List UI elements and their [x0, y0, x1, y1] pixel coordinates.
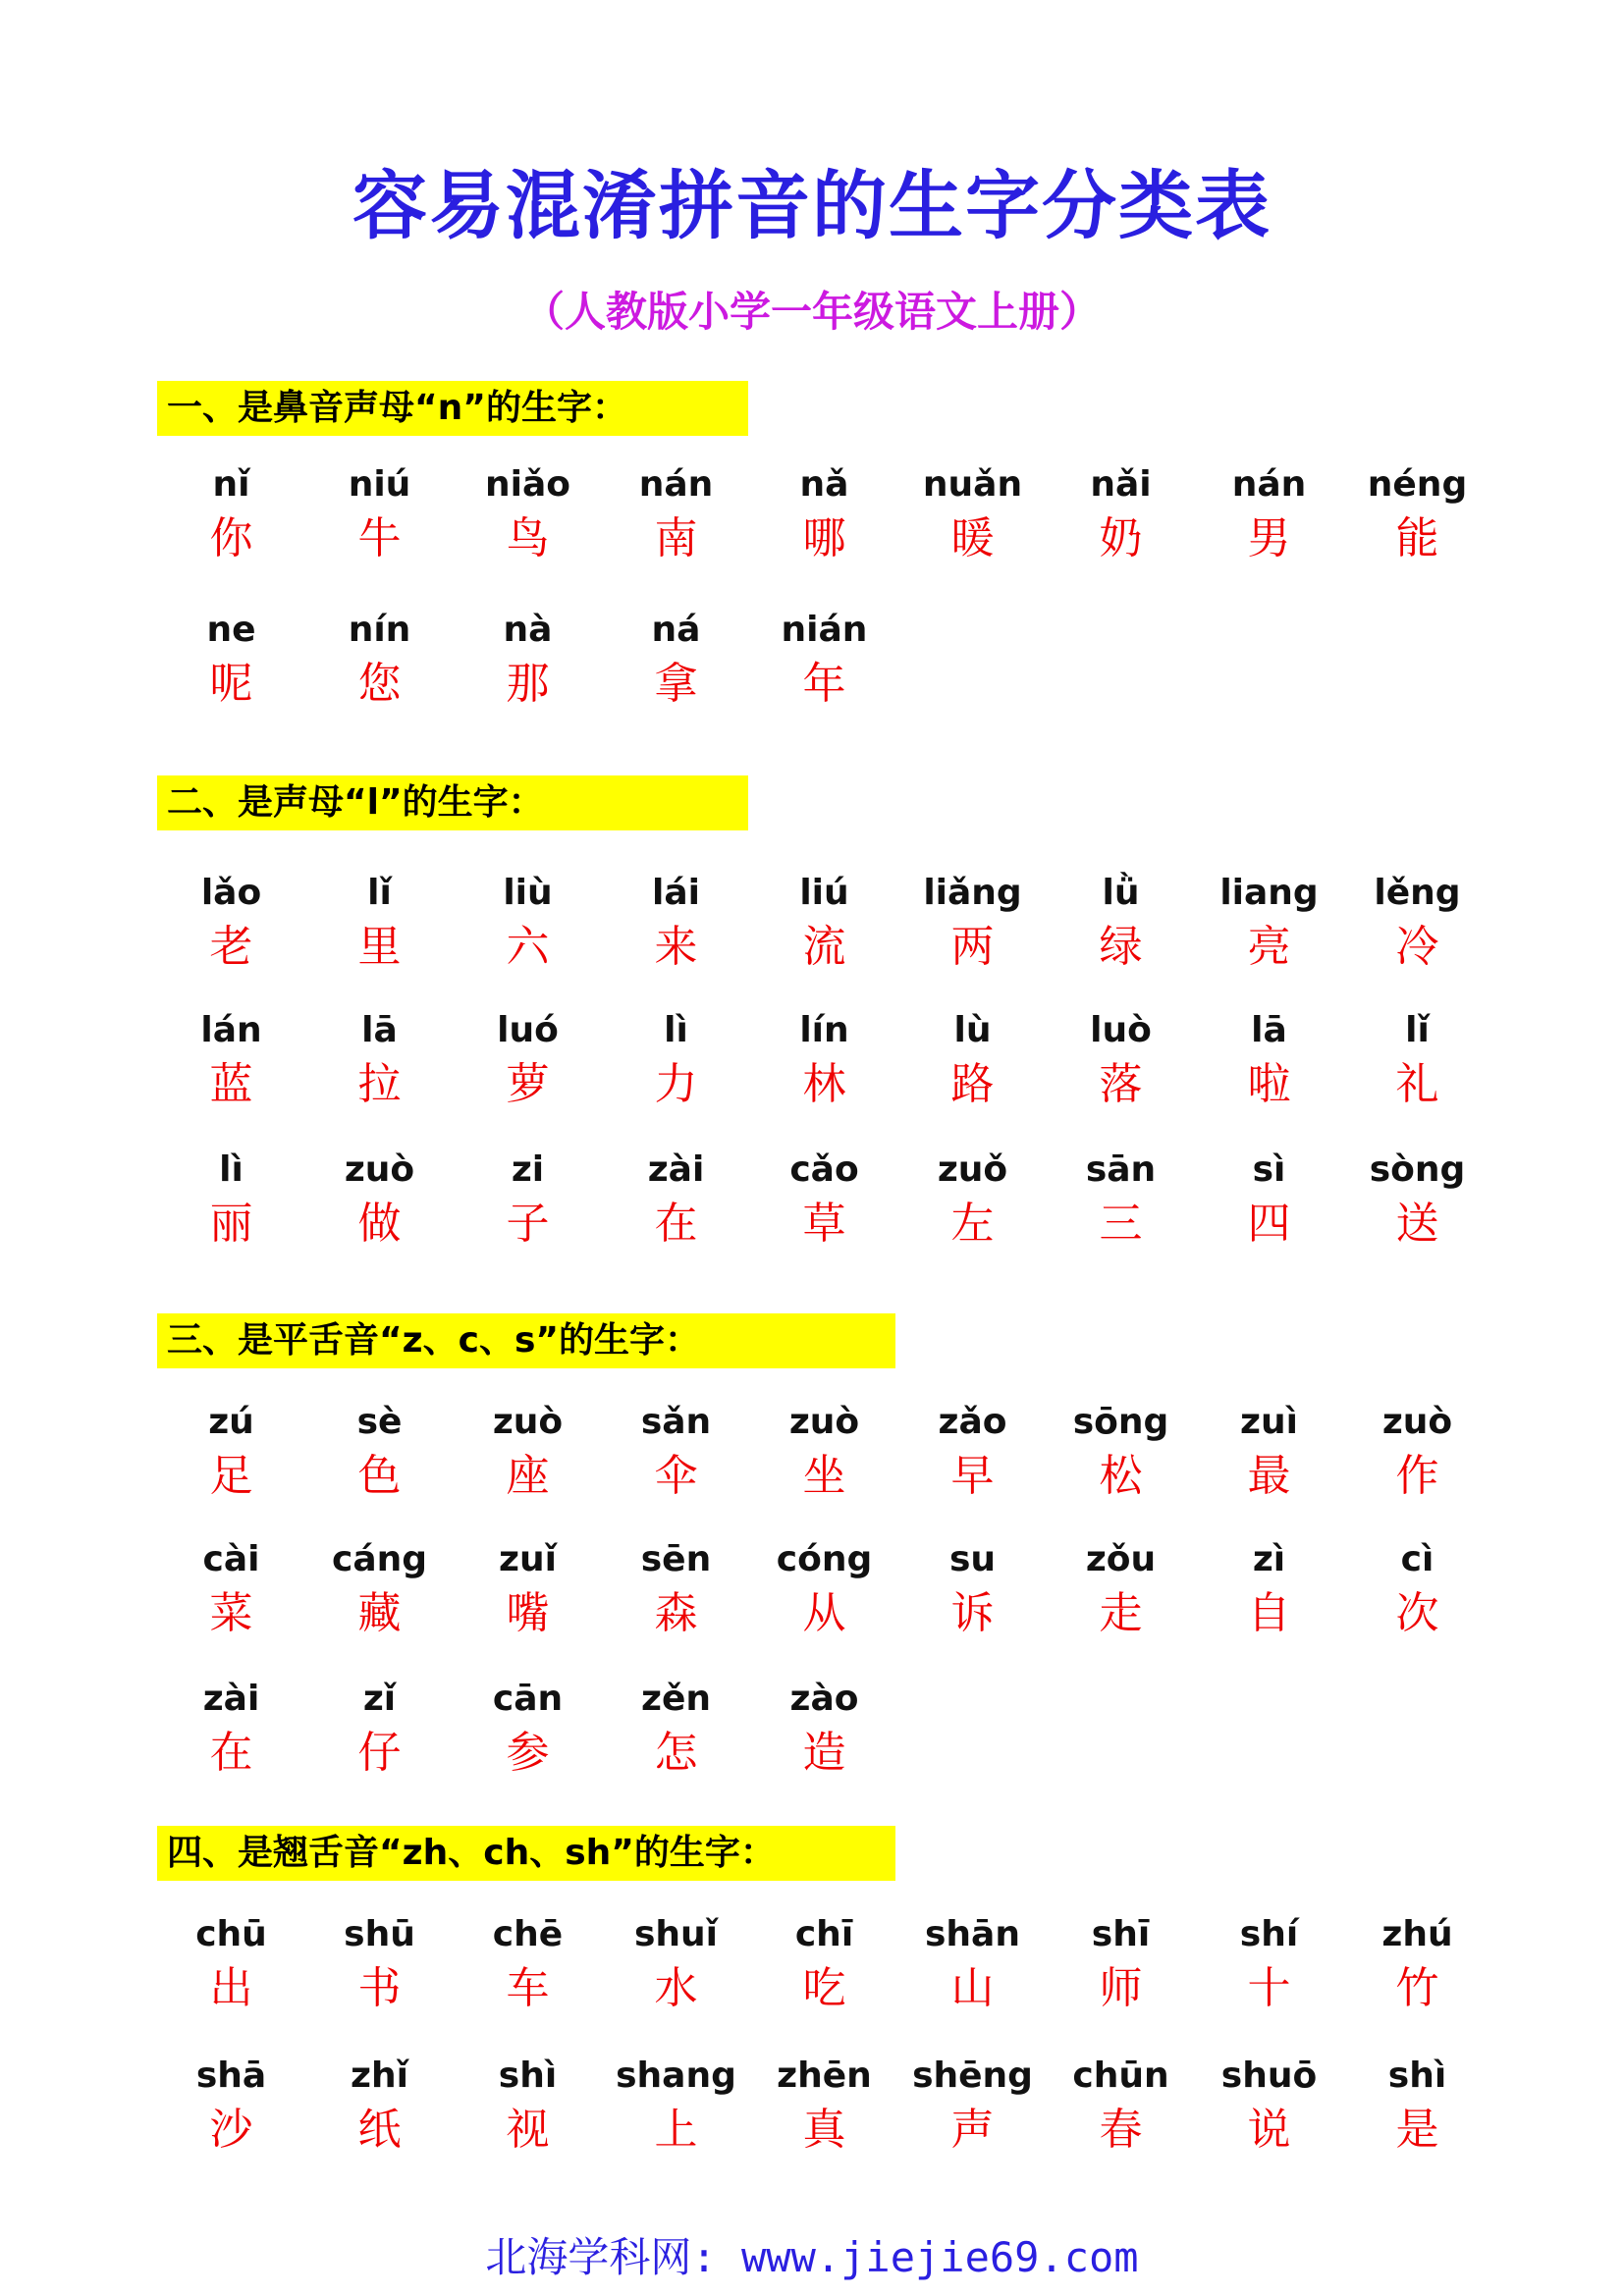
pinyin-label: zuò	[788, 1402, 860, 1442]
hanzi-char: 哪	[802, 513, 846, 563]
pinyin-label: lái	[652, 873, 700, 913]
hanzi-char: 纸	[357, 2105, 402, 2155]
hanzi-char: 山	[950, 1963, 995, 2013]
hanzi-char: 是	[1395, 2105, 1439, 2155]
char-cell	[1343, 1397, 1491, 1505]
pinyin-label: néng	[1367, 464, 1468, 505]
section-heading-zhchsh: 四、是翘舌音“zh、ch、sh”的生字：	[157, 1826, 895, 1881]
hanzi-char: 男	[1247, 513, 1291, 563]
char-cell	[454, 1534, 602, 1642]
pinyin-label: niú	[348, 464, 411, 505]
char-cell	[750, 1005, 898, 1113]
hanzi-char: 呢	[209, 659, 253, 709]
char-cell	[157, 1909, 305, 2017]
char-cell	[602, 1534, 750, 1642]
pinyin-label: shēng	[912, 2056, 1033, 2096]
hanzi-char: 四	[1247, 1199, 1291, 1249]
pinyin-label: sǎn	[640, 1402, 712, 1442]
pinyin-label: chū	[195, 1914, 267, 1954]
char-cell	[1047, 2051, 1195, 2159]
char-cell	[750, 2051, 898, 2159]
pinyin-label: liǎng	[923, 873, 1022, 913]
pinyin-label: lěng	[1374, 873, 1461, 913]
char-cell	[305, 605, 454, 713]
char-cell	[602, 605, 750, 713]
hanzi-char: 送	[1395, 1199, 1439, 1249]
pinyin-label: nǐ	[212, 464, 250, 505]
char-cell	[750, 1397, 898, 1505]
hanzi-char: 南	[654, 513, 698, 563]
hanzi-char: 座	[506, 1451, 550, 1501]
char-cell	[1047, 459, 1195, 567]
hanzi-char: 来	[654, 922, 698, 972]
char-cell	[1195, 1005, 1343, 1113]
char-cell	[305, 868, 454, 976]
pinyin-label: shí	[1239, 1914, 1299, 1954]
pinyin-label: cān	[492, 1679, 564, 1719]
pinyin-label: zěn	[641, 1679, 711, 1719]
section-heading-l: 二、是声母“l”的生字：	[157, 775, 748, 830]
char-cell	[1195, 868, 1343, 976]
pinyin-label: liù	[503, 873, 553, 913]
pinyin-label: shì	[1387, 2056, 1447, 2096]
hanzi-char: 鸟	[506, 513, 550, 563]
pinyin-label: shì	[498, 2056, 558, 2096]
pinyin-label: zhú	[1381, 1914, 1453, 1954]
pinyin-label: zuò	[492, 1402, 564, 1442]
char-cell	[1343, 1005, 1491, 1113]
pinyin-label: sè	[356, 1402, 403, 1442]
char-cell	[454, 2051, 602, 2159]
char-row	[157, 1674, 898, 1782]
pinyin-label: zuǒ	[937, 1149, 1008, 1190]
pinyin-label: zài	[202, 1679, 260, 1719]
hanzi-char: 冷	[1395, 922, 1439, 972]
pinyin-label: shang	[616, 2056, 736, 2096]
char-cell	[1047, 1005, 1195, 1113]
hanzi-char: 色	[357, 1451, 402, 1501]
hanzi-char: 萝	[506, 1059, 550, 1109]
char-cell	[1195, 459, 1343, 567]
char-row	[157, 1005, 1491, 1113]
hanzi-char: 你	[209, 513, 253, 563]
pinyin-label: lā	[1251, 1010, 1287, 1050]
section-heading-n: 一、是鼻音声母“n”的生字：	[157, 381, 748, 436]
hanzi-char: 沙	[209, 2105, 253, 2155]
char-cell	[157, 2051, 305, 2159]
pinyin-label: cài	[202, 1539, 260, 1579]
pinyin-label: lì	[664, 1010, 688, 1050]
pinyin-label: shuǐ	[633, 1914, 719, 1954]
pinyin-label: zǐ	[362, 1679, 397, 1719]
pinyin-label: shān	[925, 1914, 1020, 1954]
pinyin-label: shū	[344, 1914, 415, 1954]
hanzi-char: 菜	[209, 1588, 253, 1638]
hanzi-char: 书	[357, 1963, 402, 2013]
pinyin-label: sòng	[1369, 1149, 1466, 1190]
hanzi-char: 参	[506, 1728, 550, 1778]
pinyin-label: zuò	[344, 1149, 415, 1190]
hanzi-char: 三	[1099, 1199, 1143, 1249]
pinyin-label: nián	[781, 610, 868, 650]
hanzi-char: 竹	[1395, 1963, 1439, 2013]
char-cell	[157, 1145, 305, 1253]
hanzi-char: 里	[357, 922, 402, 972]
hanzi-char: 从	[802, 1588, 846, 1638]
hanzi-char: 仔	[357, 1728, 402, 1778]
hanzi-char: 左	[950, 1199, 995, 1249]
char-cell	[898, 1397, 1047, 1505]
pinyin-label: nán	[638, 464, 714, 505]
char-cell	[1195, 1534, 1343, 1642]
char-cell	[898, 1005, 1047, 1113]
char-cell	[305, 459, 454, 567]
pinyin-label: zǎo	[938, 1402, 1007, 1442]
char-cell	[1195, 1145, 1343, 1253]
char-cell	[1195, 1397, 1343, 1505]
char-cell	[454, 605, 602, 713]
hanzi-char: 草	[802, 1199, 846, 1249]
hanzi-char: 森	[654, 1588, 698, 1638]
hanzi-char: 藏	[357, 1588, 402, 1638]
char-cell	[454, 1145, 602, 1253]
pinyin-label: lā	[361, 1010, 398, 1050]
pinyin-label: zào	[789, 1679, 859, 1719]
char-cell	[1343, 459, 1491, 567]
char-cell	[750, 459, 898, 567]
char-cell	[1047, 1145, 1195, 1253]
char-cell	[1047, 1909, 1195, 2017]
char-cell	[454, 1397, 602, 1505]
hanzi-char: 能	[1395, 513, 1439, 563]
pinyin-label: lán	[200, 1010, 262, 1050]
hanzi-char: 路	[950, 1059, 995, 1109]
hanzi-char: 最	[1247, 1451, 1291, 1501]
pinyin-label: lǐ	[367, 873, 392, 913]
char-cell	[454, 1909, 602, 2017]
char-cell	[602, 1145, 750, 1253]
hanzi-char: 十	[1247, 1963, 1291, 2013]
pinyin-label: nuǎn	[922, 464, 1023, 505]
hanzi-char: 六	[506, 922, 550, 972]
char-cell	[1047, 1534, 1195, 1642]
pinyin-label: su	[948, 1539, 997, 1579]
hanzi-char: 啦	[1247, 1059, 1291, 1109]
pinyin-label: cóng	[776, 1539, 873, 1579]
hanzi-char: 诉	[950, 1588, 995, 1638]
pinyin-label: lù	[953, 1010, 992, 1050]
hanzi-char: 造	[802, 1728, 846, 1778]
pinyin-label: zhǐ	[351, 2056, 408, 2096]
hanzi-char: 伞	[654, 1451, 698, 1501]
char-cell	[1343, 2051, 1491, 2159]
hanzi-char: 蓝	[209, 1059, 253, 1109]
hanzi-char: 拿	[654, 659, 698, 709]
pinyin-label: lín	[799, 1010, 849, 1050]
hanzi-char: 次	[1395, 1588, 1439, 1638]
pinyin-label: cáng	[331, 1539, 428, 1579]
pinyin-label: zǒu	[1085, 1539, 1157, 1579]
hanzi-char: 在	[654, 1199, 698, 1249]
char-row	[157, 459, 1491, 567]
char-cell	[454, 868, 602, 976]
char-cell	[305, 1909, 454, 2017]
char-cell	[898, 1909, 1047, 2017]
pinyin-label: chē	[492, 1914, 564, 1954]
char-cell	[157, 1397, 305, 1505]
pinyin-label: lǎo	[200, 873, 262, 913]
char-cell	[750, 605, 898, 713]
char-row	[157, 1534, 1491, 1642]
pinyin-label: zhēn	[777, 2056, 872, 2096]
hanzi-char: 做	[357, 1199, 402, 1249]
char-cell	[602, 1005, 750, 1113]
char-cell	[157, 1005, 305, 1113]
hanzi-char: 绿	[1099, 922, 1143, 972]
char-cell	[1195, 2051, 1343, 2159]
hanzi-char: 林	[802, 1059, 846, 1109]
footer-website: 北海学科网: www.jiejie69.com	[485, 2233, 1139, 2281]
pinyin-label: liang	[1219, 873, 1319, 913]
char-cell	[898, 2051, 1047, 2159]
char-cell	[750, 1674, 898, 1782]
hanzi-char: 礼	[1395, 1059, 1439, 1109]
hanzi-char: 声	[950, 2105, 995, 2155]
hanzi-char: 牛	[357, 513, 402, 563]
char-cell	[157, 1534, 305, 1642]
char-cell	[157, 1674, 305, 1782]
hanzi-char: 水	[654, 1963, 698, 2013]
hanzi-char: 力	[654, 1059, 698, 1109]
pinyin-label: lì	[219, 1149, 244, 1190]
pinyin-label: chūn	[1072, 2056, 1169, 2096]
hanzi-char: 老	[209, 922, 253, 972]
char-cell	[454, 459, 602, 567]
char-cell	[305, 1145, 454, 1253]
pinyin-label: nín	[348, 610, 411, 650]
hanzi-char: 车	[506, 1963, 550, 2013]
pinyin-label: ná	[651, 610, 701, 650]
char-cell	[898, 1145, 1047, 1253]
hanzi-char: 您	[357, 659, 402, 709]
pinyin-label: sì	[1252, 1149, 1286, 1190]
pinyin-label: nǎi	[1090, 464, 1152, 505]
hanzi-char: 足	[209, 1451, 253, 1501]
hanzi-char: 作	[1395, 1451, 1439, 1501]
char-row	[157, 2051, 1491, 2159]
hanzi-char: 师	[1099, 1963, 1143, 2013]
char-cell	[602, 2051, 750, 2159]
pinyin-label: nǎ	[799, 464, 849, 505]
hanzi-char: 落	[1099, 1059, 1143, 1109]
pinyin-label: nà	[503, 610, 553, 650]
hanzi-char: 两	[950, 922, 995, 972]
hanzi-char: 说	[1247, 2105, 1291, 2155]
char-row	[157, 1909, 1491, 2017]
pinyin-label: cǎo	[789, 1149, 859, 1190]
char-row	[157, 868, 1491, 976]
hanzi-char: 拉	[357, 1059, 402, 1109]
char-cell	[602, 1674, 750, 1782]
pinyin-label: sān	[1085, 1149, 1157, 1190]
pinyin-label: zài	[647, 1149, 705, 1190]
hanzi-char: 真	[802, 2105, 846, 2155]
char-cell	[305, 1534, 454, 1642]
char-row	[157, 1145, 1491, 1253]
char-cell	[750, 868, 898, 976]
char-cell	[305, 1397, 454, 1505]
pinyin-label: liú	[799, 873, 849, 913]
pinyin-label: zuì	[1240, 1402, 1298, 1442]
hanzi-char: 怎	[654, 1728, 698, 1778]
char-cell	[1343, 1145, 1491, 1253]
pinyin-label: shuō	[1220, 2056, 1318, 2096]
pinyin-label: zì	[1252, 1539, 1286, 1579]
char-cell	[1195, 1909, 1343, 2017]
hanzi-char: 坐	[802, 1451, 846, 1501]
char-cell	[157, 605, 305, 713]
char-cell	[898, 868, 1047, 976]
hanzi-char: 视	[506, 2105, 550, 2155]
pinyin-label: niǎo	[485, 464, 570, 505]
pinyin-label: chī	[794, 1914, 854, 1954]
pinyin-label: cì	[1400, 1539, 1435, 1579]
hanzi-char: 子	[506, 1199, 550, 1249]
char-cell	[1047, 868, 1195, 976]
hanzi-char: 嘴	[506, 1588, 550, 1638]
char-cell	[157, 868, 305, 976]
pinyin-label: sēn	[640, 1539, 712, 1579]
page-subtitle: （人教版小学一年级语文上册）	[522, 288, 1101, 336]
pinyin-label: luó	[497, 1010, 559, 1050]
char-cell	[898, 1534, 1047, 1642]
pinyin-label: sōng	[1072, 1402, 1169, 1442]
hanzi-char: 上	[654, 2105, 698, 2155]
char-cell	[305, 2051, 454, 2159]
hanzi-char: 暖	[950, 513, 995, 563]
char-cell	[1343, 1909, 1491, 2017]
hanzi-char: 春	[1099, 2105, 1143, 2155]
hanzi-char: 出	[209, 1963, 253, 2013]
char-cell	[602, 868, 750, 976]
char-cell	[898, 459, 1047, 567]
char-cell	[454, 1005, 602, 1113]
pinyin-label: lǐ	[1405, 1010, 1430, 1050]
pinyin-label: zuǐ	[499, 1539, 557, 1579]
pinyin-label: shā	[195, 2056, 267, 2096]
hanzi-char: 奶	[1099, 513, 1143, 563]
char-cell	[750, 1145, 898, 1253]
char-row	[157, 605, 898, 713]
char-cell	[602, 1909, 750, 2017]
char-cell	[1047, 1397, 1195, 1505]
char-cell	[750, 1534, 898, 1642]
hanzi-char: 在	[209, 1728, 253, 1778]
char-cell	[750, 1909, 898, 2017]
char-cell	[454, 1674, 602, 1782]
hanzi-char: 吃	[802, 1963, 846, 2013]
char-cell	[602, 1397, 750, 1505]
pinyin-label: zi	[511, 1149, 545, 1190]
char-cell	[305, 1005, 454, 1113]
pinyin-label: nán	[1231, 464, 1307, 505]
pinyin-label: ne	[206, 610, 256, 650]
pinyin-label: zuò	[1381, 1402, 1453, 1442]
page-title: 容易混淆拼音的生字分类表	[352, 162, 1272, 249]
hanzi-char: 流	[802, 922, 846, 972]
char-cell	[157, 459, 305, 567]
hanzi-char: 走	[1099, 1588, 1143, 1638]
hanzi-char: 松	[1099, 1451, 1143, 1501]
char-cell	[602, 459, 750, 567]
char-cell	[305, 1674, 454, 1782]
pinyin-label: zú	[208, 1402, 254, 1442]
pinyin-label: luò	[1090, 1010, 1152, 1050]
hanzi-char: 亮	[1247, 922, 1291, 972]
section-heading-zcs: 三、是平舌音“z、c、s”的生字：	[157, 1313, 895, 1368]
char-cell	[1343, 868, 1491, 976]
hanzi-char: 早	[950, 1451, 995, 1501]
hanzi-char: 那	[506, 659, 550, 709]
pinyin-label: lǜ	[1102, 873, 1140, 913]
hanzi-char: 丽	[209, 1199, 253, 1249]
pinyin-label: shī	[1091, 1914, 1151, 1954]
char-cell	[1343, 1534, 1491, 1642]
char-row	[157, 1397, 1491, 1505]
hanzi-char: 年	[802, 659, 846, 709]
hanzi-char: 自	[1247, 1588, 1291, 1638]
